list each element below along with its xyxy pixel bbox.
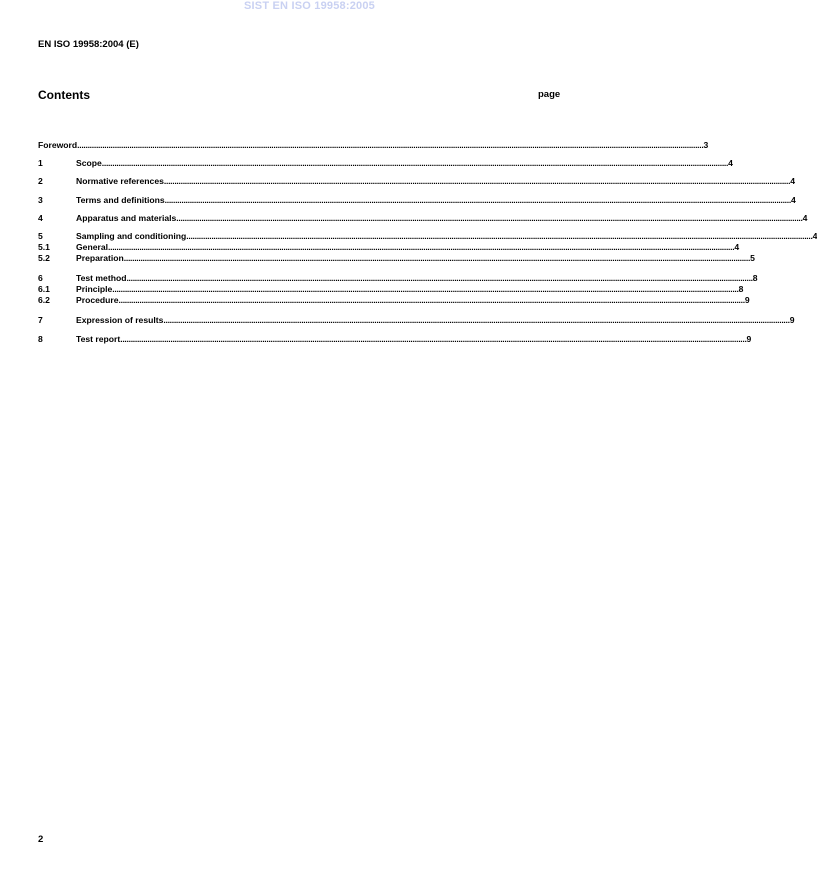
dot-leader: ............................................................................................................................................................................................................................................................................................................ xyxy=(176,213,803,223)
toc-entry-page: 9 xyxy=(789,315,795,325)
toc-entry-scope[interactable] xyxy=(38,158,733,169)
toc-entry-page: 3 xyxy=(703,140,709,150)
toc-entry-page: 4 xyxy=(790,176,795,186)
toc-entry-title: Expression of results xyxy=(76,315,164,325)
dot-leader: ............................................................................................................................................................................................................................................................................................................ xyxy=(163,315,790,325)
document-id: EN ISO 19958:2004 (E) xyxy=(38,39,139,50)
toc-entry-page: 5 xyxy=(750,253,755,263)
toc-entry-title: Apparatus and materials xyxy=(76,213,177,223)
toc-entry-number: 6.1 xyxy=(38,284,50,294)
toc-entry-title: General xyxy=(76,242,109,252)
dot-leader: ............................................................................................................................................................................................................................................................................................................ xyxy=(108,242,735,252)
dot-leader: ............................................................................................................................................................................................................................................................................................................ xyxy=(126,273,753,283)
toc-entry-number: 6.2 xyxy=(38,295,50,305)
dot-leader: ............................................................................................................................................................................................................................................................................................................ xyxy=(164,195,791,205)
toc-entry-title: Test method xyxy=(76,273,127,283)
dot-leader: ............................................................................................................................................................................................................................................................................................................ xyxy=(120,334,747,344)
toc-entry-procedure[interactable] xyxy=(38,295,750,306)
toc-entry-number: 5 xyxy=(38,231,43,241)
toc-entry-page: 4 xyxy=(734,242,740,252)
toc-entry-title: Foreword xyxy=(38,140,78,150)
dot-leader: ............................................................................................................................................................................................................................................................................................................ xyxy=(123,253,751,263)
toc-entry-terms-and-definitions[interactable] xyxy=(38,195,796,206)
toc-entry-sampling-and-conditioning[interactable] xyxy=(38,231,817,242)
toc-entry-number: 2 xyxy=(38,176,43,186)
toc-entry-title: Preparation xyxy=(76,253,124,263)
toc-entry-apparatus-and-materials[interactable] xyxy=(38,213,808,224)
toc-entry-page: 8 xyxy=(738,284,744,294)
toc-entry-number: 5.1 xyxy=(38,242,50,252)
toc-entry-page: 4 xyxy=(812,231,817,241)
page-number: 2 xyxy=(38,834,44,845)
toc-entry-page: 4 xyxy=(790,195,796,205)
toc-entry-title: Principle xyxy=(76,284,113,294)
toc-entry-title: Terms and definitions xyxy=(76,195,165,205)
toc-entry-number: 7 xyxy=(38,315,43,325)
toc-entry-number: 3 xyxy=(38,195,43,205)
toc-entry-normative-references[interactable] xyxy=(38,176,795,187)
toc-entry-number: 5.2 xyxy=(38,253,50,263)
contents-heading: Contents xyxy=(38,88,90,102)
page-column-label: page xyxy=(538,89,561,100)
toc-entry-title: Normative references xyxy=(76,176,164,186)
dot-leader: ............................................................................................................................................................................................................................................................................................................ xyxy=(186,231,813,241)
dot-leader: ............................................................................................................................................................................................................................................................................................................ xyxy=(77,140,704,150)
toc-entry-number: 4 xyxy=(38,213,43,223)
toc-entry-title: Scope xyxy=(76,158,102,168)
toc-entry-number: 1 xyxy=(38,158,43,168)
toc-entry-number: 8 xyxy=(38,334,43,344)
dot-leader: ............................................................................................................................................................................................................................................................................................................ xyxy=(163,176,791,186)
toc-entry-principle[interactable] xyxy=(38,284,744,295)
toc-entry-title: Procedure xyxy=(76,295,119,305)
toc-entry-title: Test report xyxy=(76,334,121,344)
toc-entry-foreword[interactable] xyxy=(38,140,709,151)
toc-entry-page: 9 xyxy=(746,334,752,344)
toc-entry-page: 9 xyxy=(744,295,750,305)
toc-entry-test-method[interactable] xyxy=(38,273,758,284)
toc-entry-test-report[interactable] xyxy=(38,334,752,345)
toc-entry-expression-of-results[interactable] xyxy=(38,315,795,326)
toc-entry-page: 8 xyxy=(752,273,758,283)
toc-entry-page: 4 xyxy=(802,213,808,223)
dot-leader: ............................................................................................................................................................................................................................................................................................................ xyxy=(112,284,739,294)
dot-leader: ............................................................................................................................................................................................................................................................................................................ xyxy=(101,158,729,168)
dot-leader: ............................................................................................................................................................................................................................................................................................................ xyxy=(118,295,745,305)
toc-entry-general[interactable] xyxy=(38,242,740,253)
toc-entry-preparation[interactable] xyxy=(38,253,755,264)
toc-entry-number: 6 xyxy=(38,273,43,283)
toc-entry-page: 4 xyxy=(728,158,733,168)
toc-entry-title: Sampling and conditioning xyxy=(76,231,187,241)
watermark: SIST EN ISO 19958:2005 xyxy=(244,0,375,12)
